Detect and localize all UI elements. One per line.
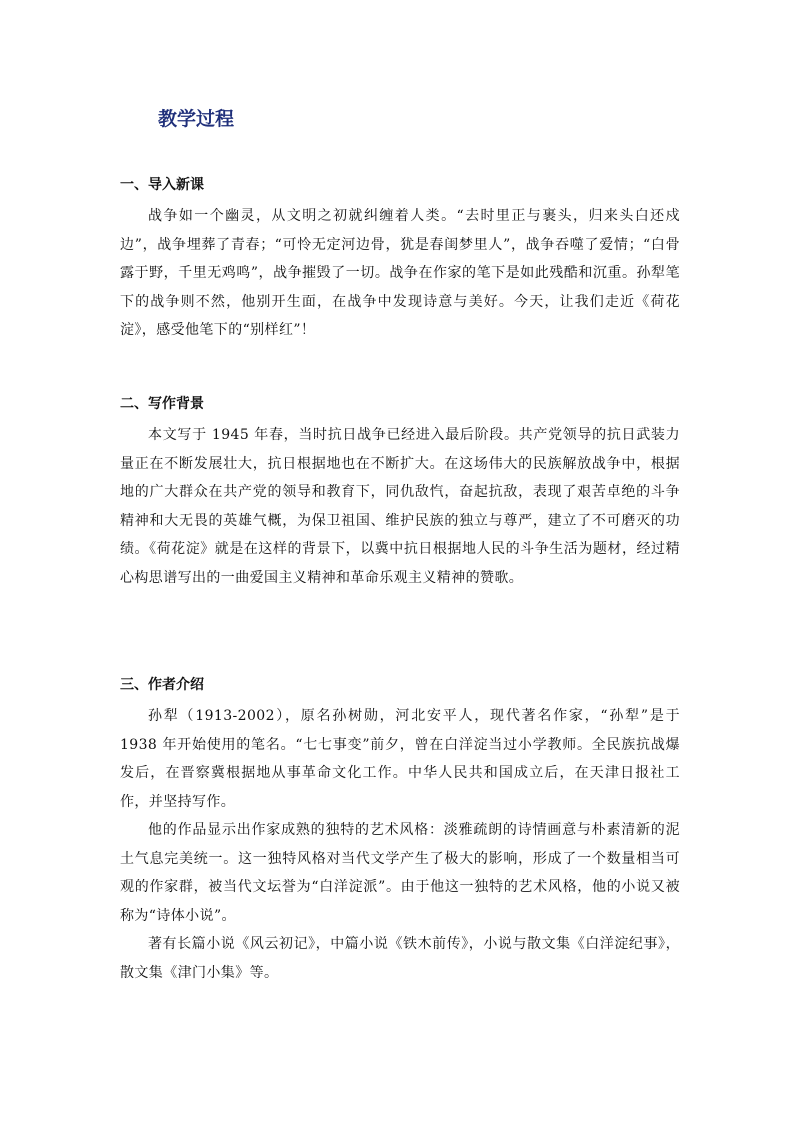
paragraph: 他的作品显示出作家成熟的独特的艺术风格：淡雅疏朗的诗情画意与朴素清新的泥土气息完美统一。这一独特风格对当代文学产生了极大的影响，形成了一个数量相当可观的作家群，被当代文坛誉为“白洋淀派”。由于他这一独特的艺术风格，他的小说又被称为“诗体小说”。: [120, 822, 680, 924]
section-heading: 二、写作背景: [120, 396, 204, 412]
section-author: [120, 674, 680, 987]
section-heading: 三、作者介绍: [120, 677, 204, 693]
paragraph: 本文写于 1945 年春，当时抗日战争已经进入最后阶段。共产党领导的抗日武装力量正在不断发展壮大，抗日根据地也在不断扩大。在这场伟大的民族解放战争中，根据地的广大群众在共产党的领导和教育下，同仇敌忾，奋起抗敌，表现了艰苦卓绝的斗争精神和大无畏的英雄气概，为保卫祖国、维护民族的独立与尊严，建立了不可磨灭的功绩。《荷花淀》就是在这样的背景下，以冀中抗日根据地人民的斗争生活为题材，经过精心构思谱写出的一曲爱国主义精神和革命乐观主义精神的赞歌。: [120, 427, 680, 586]
paragraph: 孙犁（1913-2002），原名孙树勋，河北安平人，现代著名作家，“孙犁”是于 1938 年开始使用的笔名。“七七事变”前夕，曾在白洋淀当过小学教师。全民族抗战爆发后，在晋察冀根据地从事革命文化工作。中华人民共和国成立后，在天津日报社工作，并坚持写作。: [120, 708, 680, 810]
paragraph: 著有长篇小说《风云初记》，中篇小说《铁木前传》，小说与散文集《白洋淀纪事》，散文集《津门小集》等。: [120, 936, 680, 981]
section-intro: [120, 174, 680, 345]
paragraph: 战争如一个幽灵，从文明之初就纠缠着人类。“去时里正与裹头，归来头白还戍边”，战争埋葬了青春；“可怜无定河边骨，犹是春闺梦里人”，战争吞噬了爱情；“白骨露于野，千里无鸡鸣”，战争摧毁了一切。战争在作家的笔下是如此残酷和沉重。孙犁笔下的战争则不然，他别开生面，在战争中发现诗意与美好。今天，让我们走近《荷花淀》，感受他笔下的“别样红”！: [120, 208, 680, 338]
section-heading: 一、导入新课: [120, 177, 204, 193]
section-background: [120, 393, 680, 592]
page-title: 教学过程: [158, 108, 235, 130]
